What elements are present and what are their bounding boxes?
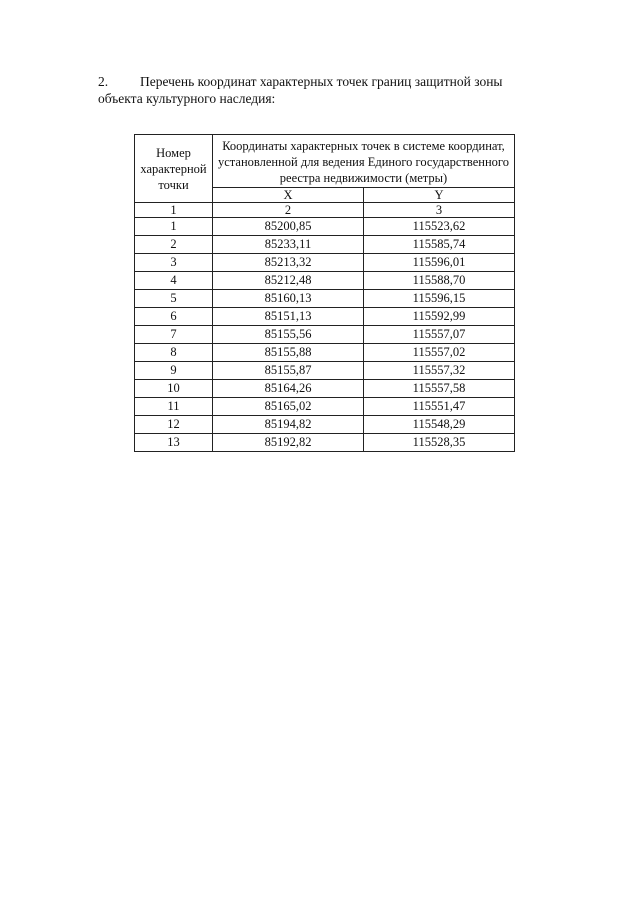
cell-x: 85233,11 [213,236,364,254]
table-row [135,326,515,344]
cell-point: 11 [135,398,213,416]
table-row [135,362,515,380]
cell-x: 85151,13 [213,308,364,326]
cell-y: 115557,32 [364,362,515,380]
cell-y: 115557,58 [364,380,515,398]
table-row [135,344,515,362]
table-row [135,290,515,308]
cell-y: 115557,07 [364,326,515,344]
cell-point: 9 [135,362,213,380]
cell-y: 115557,02 [364,344,515,362]
table-row [135,416,515,434]
cell-point: 10 [135,380,213,398]
cell-point: 2 [135,236,213,254]
column-index-row [135,203,515,218]
table-row [135,236,515,254]
cell-x: 85164,26 [213,380,364,398]
table-row [135,398,515,416]
column-index-3: 3 [364,203,515,218]
cell-x: 85155,87 [213,362,364,380]
cell-x: 85200,85 [213,218,364,236]
section-number: 2. [98,74,109,89]
cell-x: 85213,32 [213,254,364,272]
column-index-1: 1 [135,203,213,218]
cell-y: 115528,35 [364,434,515,452]
cell-y: 115592,99 [364,308,515,326]
cell-point: 12 [135,416,213,434]
cell-point: 3 [135,254,213,272]
cell-x: 85165,02 [213,398,364,416]
table-row [135,380,515,398]
cell-x: 85155,88 [213,344,364,362]
section-text: Перечень координат характерных точек границ защитной зоны объекта культурного наследия: [98,74,503,106]
header-y: Y [364,188,515,203]
table-body [135,203,515,452]
cell-y: 115596,15 [364,290,515,308]
cell-y: 115588,70 [364,272,515,290]
table-row [135,434,515,452]
cell-y: 115523,62 [364,218,515,236]
coordinates-table [134,134,515,452]
table-row [135,308,515,326]
cell-x: 85192,82 [213,434,364,452]
cell-point: 4 [135,272,213,290]
cell-x: 85212,48 [213,272,364,290]
cell-point: 7 [135,326,213,344]
table-row [135,254,515,272]
table-row [135,272,515,290]
cell-point: 6 [135,308,213,326]
cell-point: 8 [135,344,213,362]
header-point-number: Номер характерной точки [135,135,213,203]
column-index-2: 2 [213,203,364,218]
cell-point: 13 [135,434,213,452]
cell-y: 115585,74 [364,236,515,254]
cell-x: 85155,56 [213,326,364,344]
section-heading [98,73,548,107]
cell-x: 85160,13 [213,290,364,308]
cell-y: 115596,01 [364,254,515,272]
cell-y: 115551,47 [364,398,515,416]
header-coordinates: Координаты характерных точек в системе координат, установленной для ведения Единого государственного реестра недвижимости (метры) [213,135,515,188]
cell-y: 115548,29 [364,416,515,434]
cell-point: 1 [135,218,213,236]
header-x: X [213,188,364,203]
cell-point: 5 [135,290,213,308]
table-row [135,218,515,236]
cell-x: 85194,82 [213,416,364,434]
